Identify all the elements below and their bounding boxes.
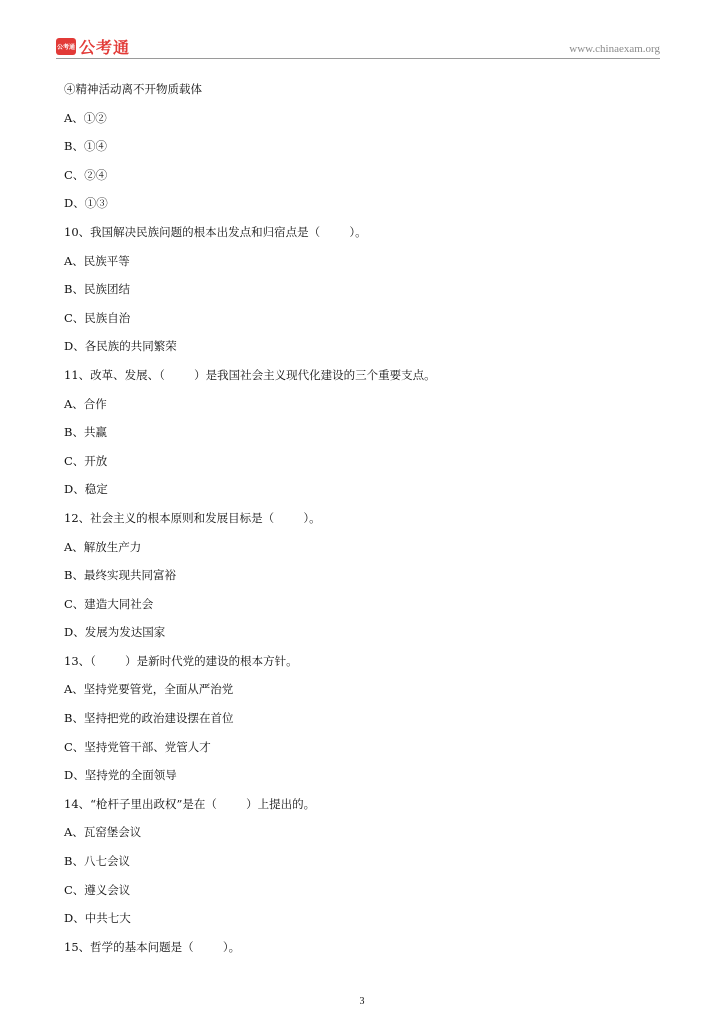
option-line: D、发展为发达国家 [64,625,166,640]
option-line: B、最终实现共同富裕 [64,568,176,583]
question-line: 12、社会主义的根本原则和发展目标是（ ）。 [64,510,321,525]
question-line: 13、（ ）是新时代党的建设的根本方针。 [64,653,298,668]
page-number: 3 [359,996,365,1007]
site-url[interactable]: www.chinaexam.org [569,43,660,55]
header-divider [56,58,660,59]
option-line: B、共赢 [64,425,107,440]
option-line: B、八七会议 [64,854,130,869]
option-line: C、开放 [64,453,108,468]
question-line: 14、“枪杆子里出政权”是在（ ）上提出的。 [64,796,316,811]
logo-badge-icon: 公考通 [56,38,76,55]
option-line: B、①④ [64,139,107,154]
option-line: A、合作 [64,396,107,411]
option-line: C、遵义会议 [64,882,131,897]
question-line: 11、改革、发展、（ ）是我国社会主义现代化建设的三个重要支点。 [64,367,436,382]
option-line: D、稳定 [64,482,108,497]
option-line: A、民族平等 [64,253,130,268]
option-line: D、中共七大 [64,911,131,926]
page-header [56,36,660,58]
option-line: C、民族自治 [64,310,131,325]
option-line: C、坚持党管干部、党管人才 [64,739,211,754]
option-line: B、坚持把党的政治建设摆在首位 [64,711,234,726]
question-line: 10、我国解决民族问题的根本出发点和归宿点是（ ）。 [64,224,367,239]
option-line: D、坚持党的全面领导 [64,768,177,783]
brand-logo[interactable] [56,36,130,56]
option-line: A、瓦窑堡会议 [64,825,142,840]
option-line: C、建造大同社会 [64,596,154,611]
option-line: D、各民族的共同繁荣 [64,339,177,354]
question-line: ④精神活动离不开物质载体 [64,82,202,96]
option-line: C、②④ [64,167,108,182]
option-line: B、民族团结 [64,282,130,297]
logo-text: 公考通 [79,37,131,57]
option-line: A、①② [64,110,107,125]
question-content [64,80,664,966]
option-line: A、坚持党要管党，全面从严治党 [64,682,234,697]
option-line: D、①③ [64,196,108,211]
question-line: 15、哲学的基本问题是（ ）。 [64,939,241,954]
option-line: A、解放生产力 [64,539,142,554]
